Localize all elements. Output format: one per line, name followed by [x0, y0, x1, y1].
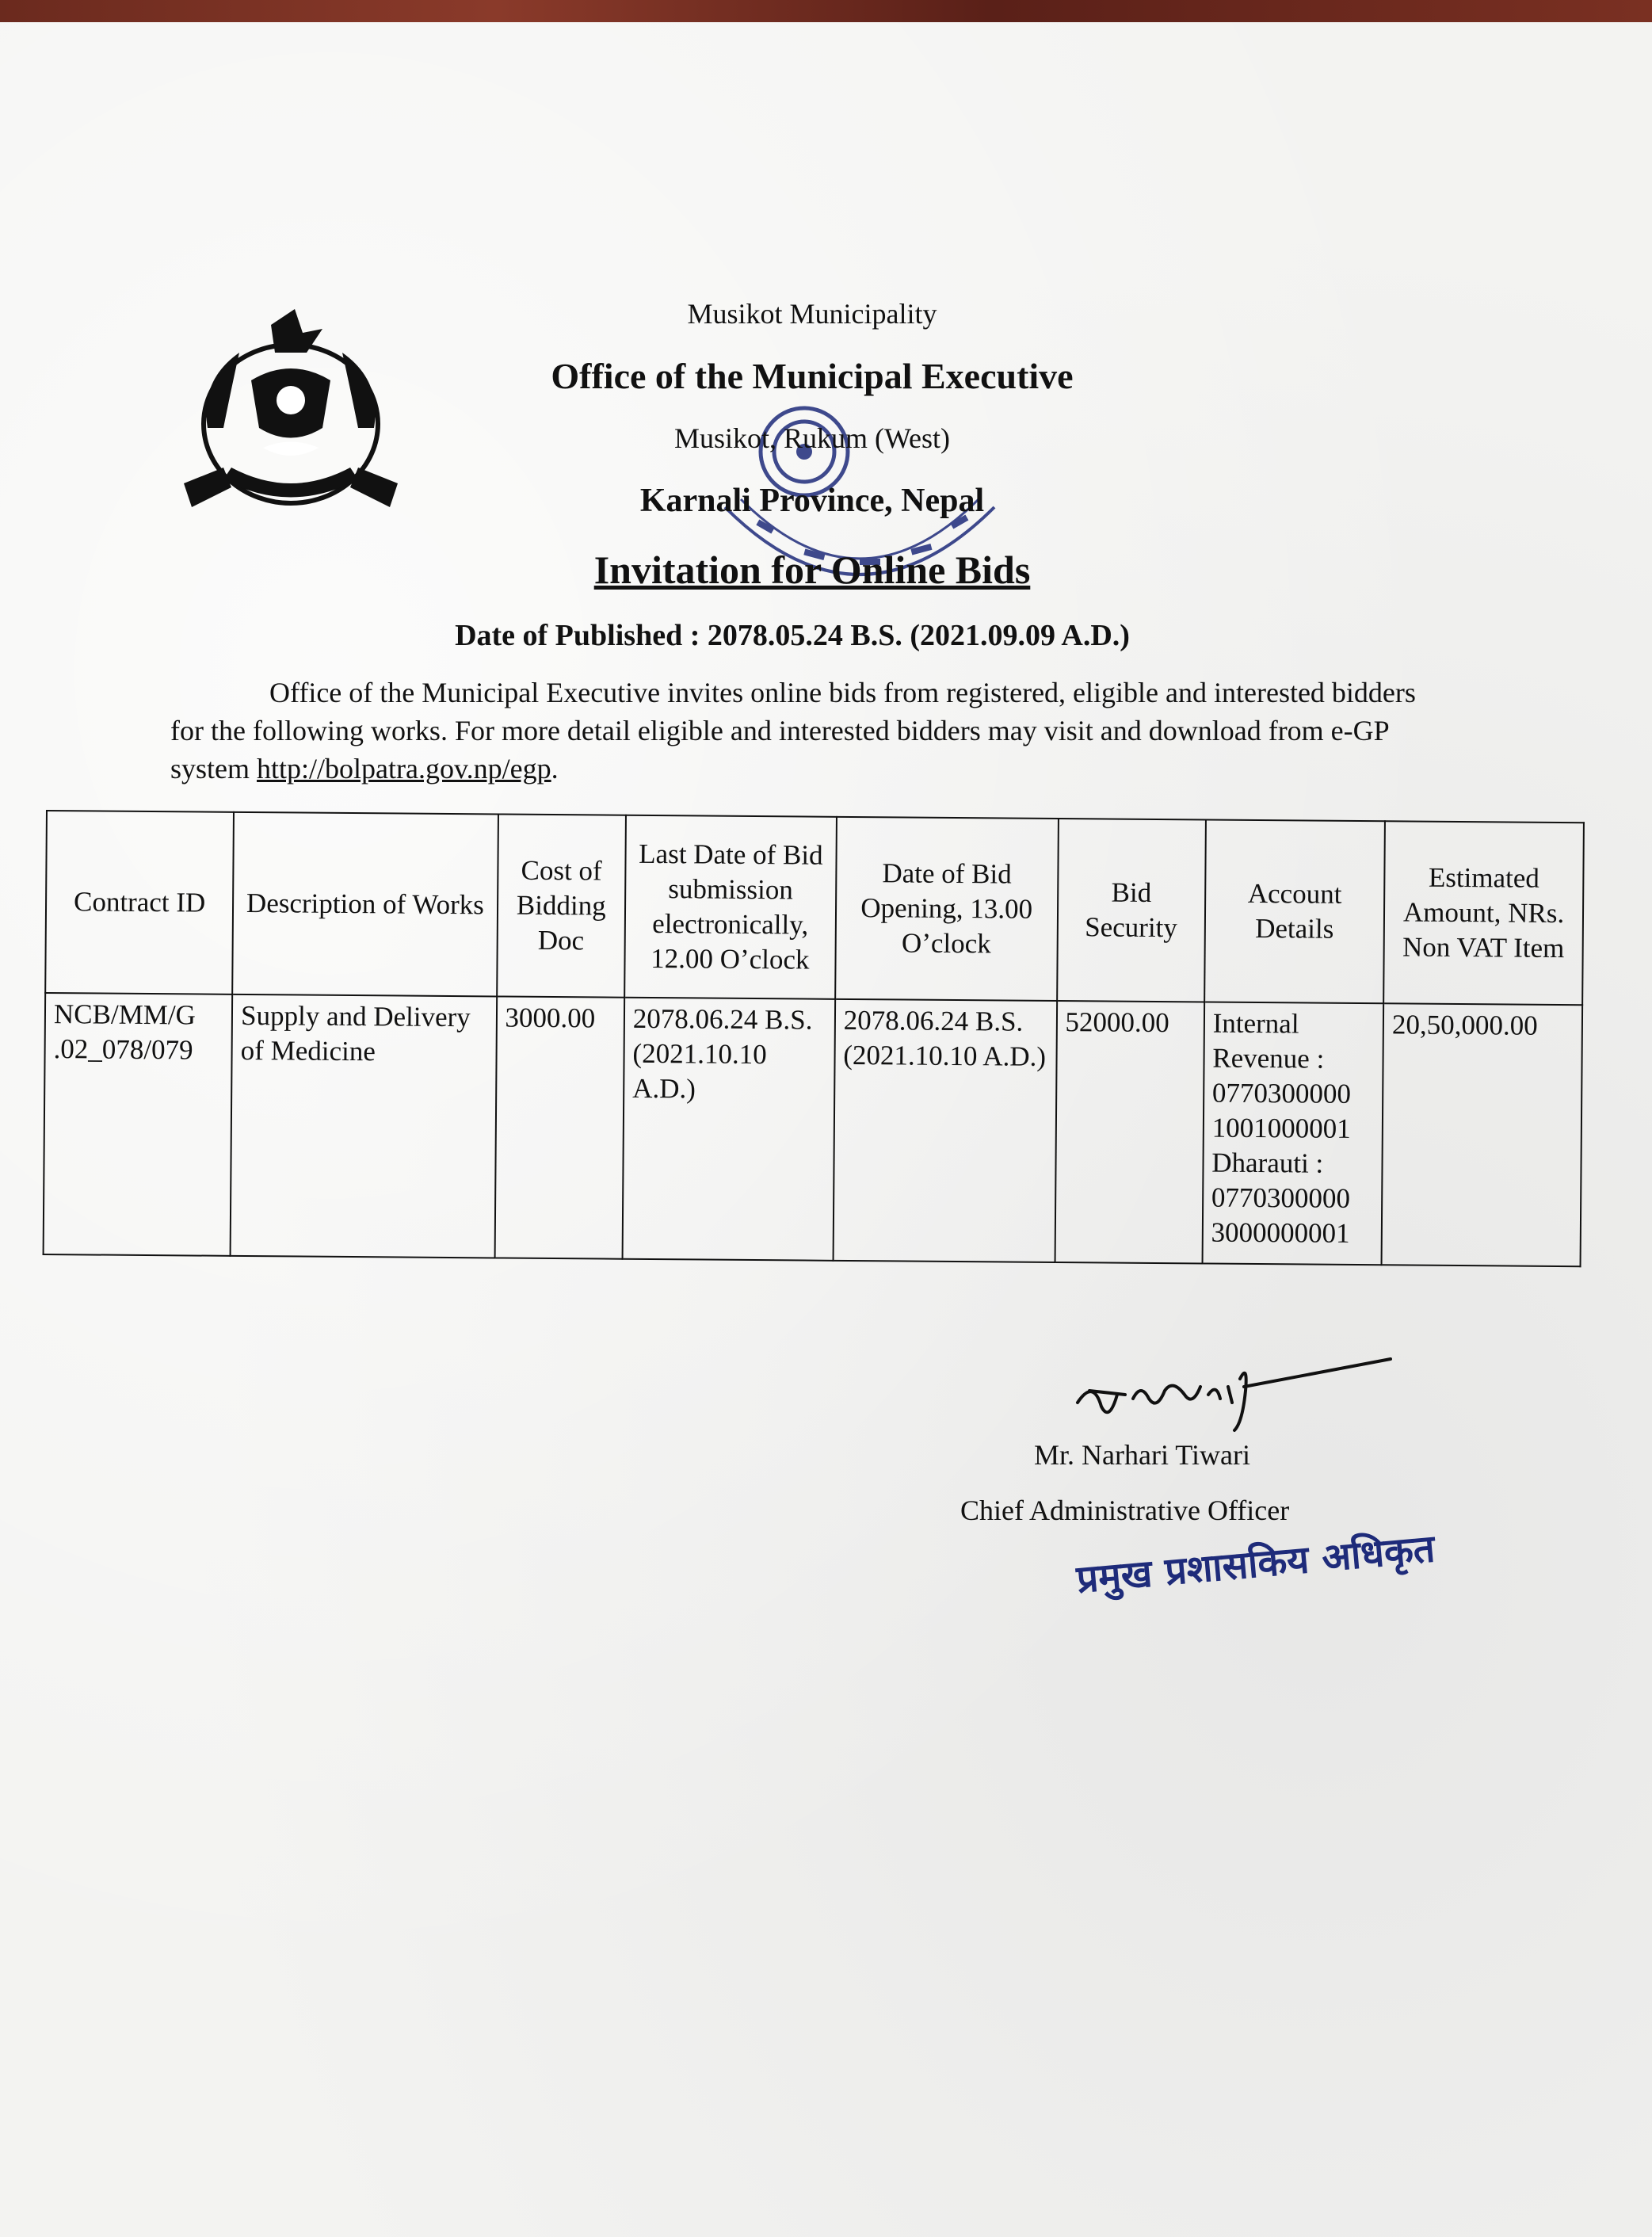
- signer-designation: Chief Administrative Officer: [960, 1495, 1290, 1526]
- header-bid-security: Bid Security: [1057, 819, 1206, 1002]
- top-edge-strip: [0, 0, 1652, 22]
- intro-end: .: [551, 753, 559, 784]
- table-header-row: [45, 811, 1584, 1005]
- signer-name: Mr. Narhari Tiwari: [1034, 1439, 1250, 1471]
- cell-cost: 3000.00: [494, 996, 624, 1258]
- header-last-date: Last Date of Bid submission electronically, 12.00 O’clock: [624, 815, 837, 999]
- notice-title: Invitation for Online Bids: [593, 548, 1031, 592]
- office-location: Musikot, Rukum (West): [673, 422, 951, 454]
- intro-paragraph: [170, 674, 1446, 788]
- office-name: Office of the Municipal Executive: [551, 356, 1074, 396]
- cell-account-details: [1202, 1002, 1383, 1265]
- account-dharauti-number: 0770300000 3000000001: [1211, 1181, 1351, 1249]
- cell-estimated-amount: 20,50,000.00: [1382, 1003, 1583, 1266]
- cell-contract-id: NCB/MM/G .02_078/079: [44, 993, 233, 1256]
- header-estimated-amount: Estimated Amount, NRs. Non VAT Item: [1383, 821, 1584, 1005]
- header-cost: Cost of Bidding Doc: [497, 814, 626, 997]
- signature-icon: [1070, 1347, 1402, 1442]
- account-internal-revenue-number: 0770300000 1001000001: [1211, 1077, 1352, 1144]
- municipality-name: Musikot Municipality: [687, 298, 937, 330]
- header-contract-id: Contract ID: [45, 811, 234, 994]
- cell-last-date: 2078.06.24 B.S. (2021.10.10 A.D.): [622, 998, 834, 1261]
- designation-stamp: प्रमुख प्रशासकिय अधिकृत: [1074, 1526, 1437, 1602]
- cell-description: Supply and Delivery of Medicine: [231, 994, 497, 1258]
- cell-bid-security: 52000.00: [1055, 1001, 1204, 1263]
- header-opening-date: Date of Bid Opening, 13.00 O’clock: [835, 817, 1059, 1001]
- header-account-details: Account Details: [1204, 819, 1385, 1003]
- intro-text: Office of the Municipal Executive invites online bids from registered, eligible and interested bidders for the following works. For more detail eligible and interested bidders may visit and download from e-GP system: [170, 677, 1416, 784]
- account-internal-revenue-label: Internal Revenue :: [1212, 1007, 1325, 1075]
- province-name: Karnali Province, Nepal: [639, 483, 985, 519]
- table-row: [44, 993, 1583, 1266]
- published-date: Date of Published : 2078.05.24 B.S. (2021.09.09 A.D.): [455, 619, 1130, 652]
- bid-table: [43, 810, 1585, 1267]
- account-dharauti-label: Dharauti :: [1211, 1147, 1324, 1179]
- egp-link[interactable]: http://bolpatra.gov.np/egp: [257, 753, 551, 784]
- header-description: Description of Works: [232, 812, 498, 997]
- cell-opening-date: 2078.06.24 B.S. (2021.10.10 A.D.): [833, 999, 1056, 1262]
